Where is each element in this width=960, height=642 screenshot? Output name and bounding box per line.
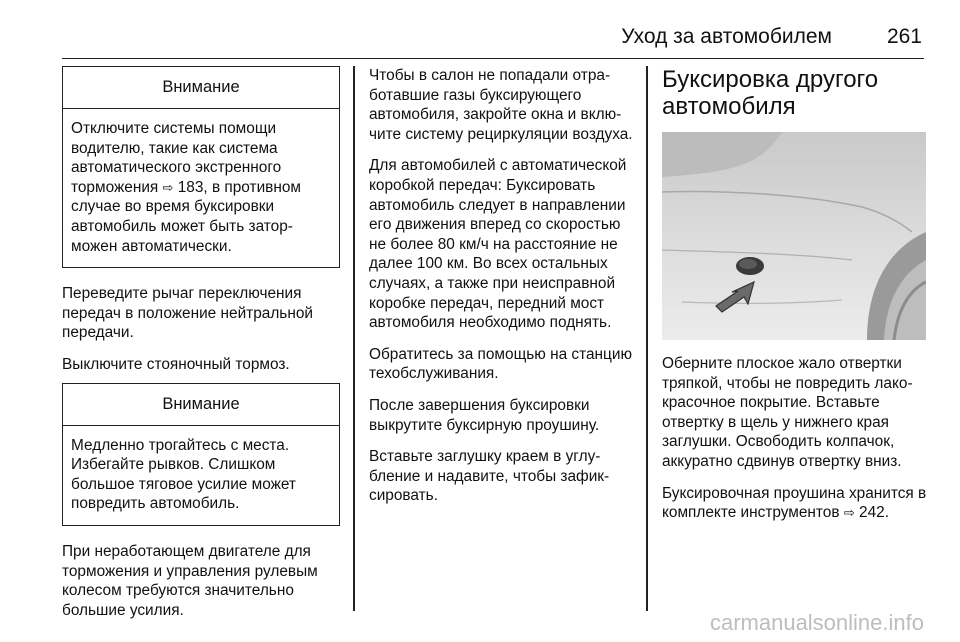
paragraph: Чтобы в салон не попадали отработавшие газы буксирующего автомобиля, закройте окна и включите систему рециркуляции воздуха. — [369, 67, 633, 143]
paragraph-part: . — [884, 504, 889, 522]
paragraph: Вставьте заглушку краем в углубление и надавите, чтобы зафиксировать. — [369, 448, 610, 505]
pointer-arrow-icon — [716, 282, 754, 312]
warning-box-2 — [62, 383, 340, 526]
bumper-lower-line — [682, 300, 842, 303]
warning-text: Медленно трогайтесь с места. Избегайте рывков. Слишком большое тяговое усилие может повредить автомобиль. — [71, 436, 296, 513]
warning-title: Внимание — [63, 67, 339, 109]
column-3 — [662, 66, 928, 535]
reference-arrow-icon: ⇨ — [162, 179, 174, 195]
warning-title: Внимание — [63, 384, 339, 426]
page-reference[interactable]: 183 — [177, 178, 204, 196]
page-header — [62, 0, 924, 59]
section-heading: Буксировка другого автомобиля — [662, 66, 879, 120]
column-divider-1 — [353, 66, 355, 611]
page-reference[interactable]: 242 — [859, 504, 885, 522]
column-1 — [62, 66, 340, 632]
reference-arrow-icon: ⇨ — [843, 505, 855, 521]
upper-panel-shade — [662, 132, 782, 177]
paragraph: Оберните плоское жало отвертки тряпкой, чтобы не повредить лакокрасочное покрытие. Вставьте отвертку в щель у нижнего края заглушки. Освободить колпачок, аккуратно сдвинув отвертку вниз. — [662, 355, 913, 470]
cover-highlight — [739, 259, 757, 269]
paragraph: Переведите рычаг переключения передач в положение нейтральной передачи. — [62, 285, 313, 342]
warning-text-part: , в противном случае во время буксировки автомобиль может быть заторможен автоматически. — [71, 178, 301, 255]
paragraph — [662, 484, 928, 523]
paragraph-part: Буксировочная проушина хранится в комплекте инструментов — [662, 484, 927, 522]
paragraph: Обратитесь за помощью на станцию техобслуживания. — [369, 345, 632, 383]
towing-eye-cover-illustration — [662, 132, 926, 340]
warning-text — [63, 109, 339, 267]
paragraph: После завершения буксировки выкрутите буксирную проушину. — [369, 396, 600, 434]
page-title: Уход за автомобилем — [621, 25, 832, 48]
bumper-illustration — [662, 132, 926, 340]
page-number: 261 — [886, 25, 922, 48]
paragraph: При неработающем двигателе для торможения и управления рулевым колесом требуются значительно большие усилия. — [62, 542, 318, 619]
paragraph: Для автомобилей с автоматической коробкой передач: Буксировать автомобиль следует в направлении его движения вперед со скоростью не более 80 км/ч на расстояние не далее 100 км. Во всех остальных случаях, а также при неисправной коробке передач, передний мост автомобиля необходимо поднять. — [369, 157, 627, 332]
column-2 — [369, 66, 634, 518]
column-divider-2 — [646, 66, 648, 611]
watermark: carmanualsonline.info — [709, 610, 924, 635]
warning-text-part: Отключите системы помощи водителю, такие как система автоматического экстренного торможения — [71, 120, 282, 196]
warning-box-1 — [62, 66, 340, 268]
paragraph: Выключите стояночный тормоз. — [62, 355, 290, 373]
body-line — [662, 192, 912, 232]
